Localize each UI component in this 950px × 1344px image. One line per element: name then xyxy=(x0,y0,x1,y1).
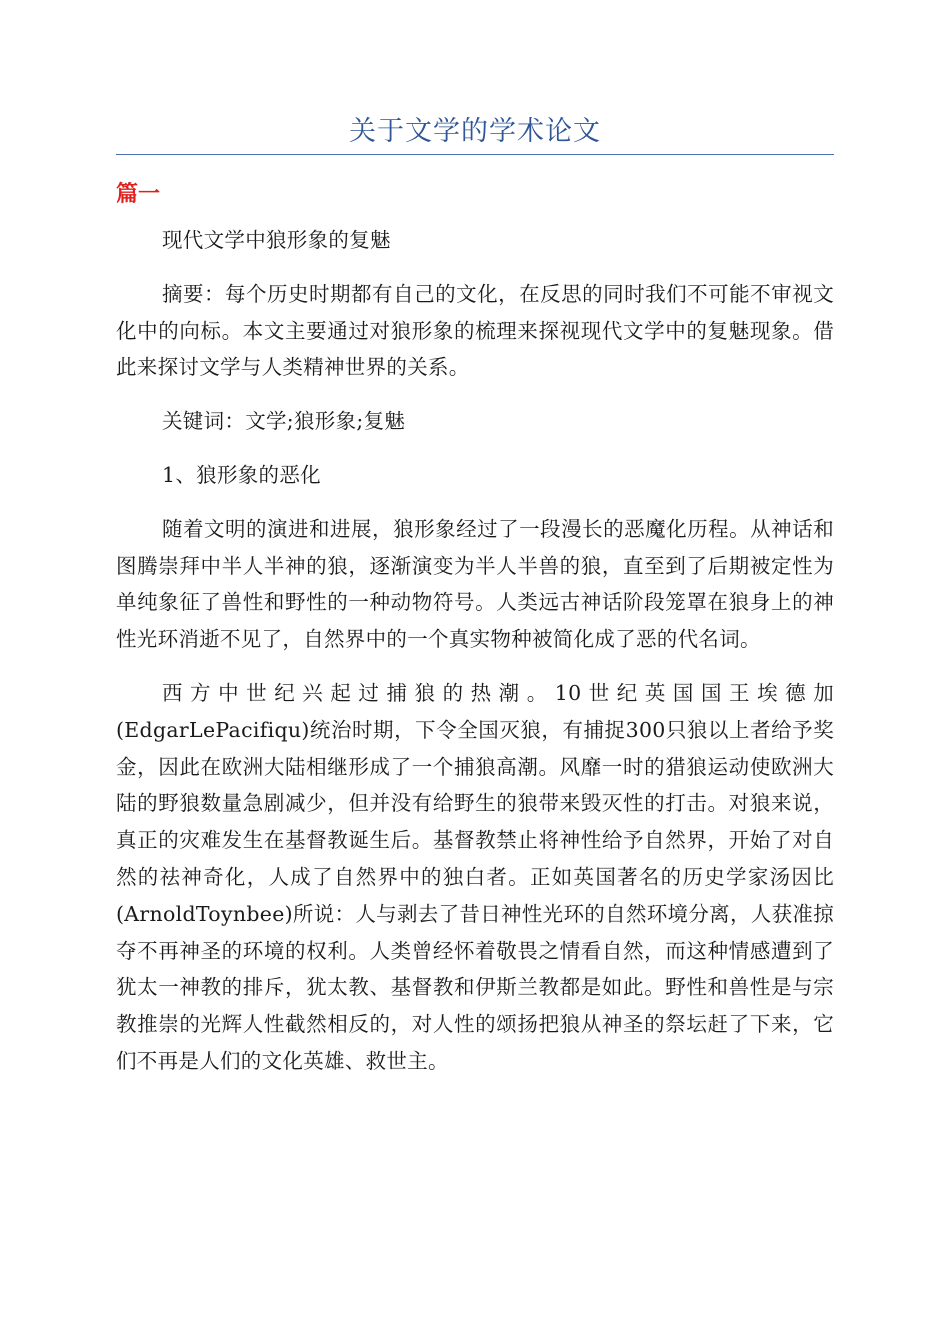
body-paragraph: 西方中世纪兴起过捕狼的热潮。10世纪英国国王埃德加(EdgarLePacifiqu)统治时期，下令全国灭狼，有捕捉300只狼以上者给予奖金，因此在欧洲大陆相继形成了一个捕狼高潮。风靡一时的猎狼运动使欧洲大陆的野狼数量急剧减少，但并没有给野生的狼带来毁灭性的打击。对狼来说，真正的灾难发生在基督教诞生后。基督教禁止将神性给予自然界，开始了对自然的祛神奇化，人成了自然界中的独白者。正如英国著名的历史学家汤因比(ArnoldToynbee)所说：人与剥去了昔日神性光环的自然环境分离，人获准掠夺不再神圣的环境的权利。人类曾经怀着敬畏之情看自然，而这种情感遭到了犹太一神教的排斥，犹太教、基督教和伊斯兰教都是如此。野性和兽性是与宗教推崇的光辉人性截然相反的，对人性的颂扬把狼从神圣的祭坛赶了下来，它们不再是人们的文化英雄、救世主。 xyxy=(116,680,834,1073)
keywords-line: 关键词：文学;狼形象;复魅 xyxy=(162,409,406,434)
section-1-heading: 1、狼形象的恶化 xyxy=(162,462,321,487)
section-heading: 篇一 xyxy=(116,182,161,207)
article-subtitle: 现代文学中狼形象的复魅 xyxy=(162,228,391,252)
abstract-paragraph: 摘要：每个历史时期都有自己的文化，在反思的同时我们不可能不审视文化中的向标。本文主要通过对狼形象的梳理来探视现代文学中的复魅现象。借此来探讨文学与人类精神世界的关系。 xyxy=(116,281,834,380)
title-underline-rule xyxy=(116,154,834,155)
document-title: 关于文学的学术论文 xyxy=(349,116,601,147)
body-paragraph: 随着文明的演进和进展，狼形象经过了一段漫长的恶魔化历程。从神话和图腾崇拜中半人半神的狼，逐渐演变为半人半兽的狼，直至到了后期被定性为单纯象征了兽性和野性的一种动物符号。人类远古神话阶段笼罩在狼身上的神性光环消逝不见了，自然界中的一个真实物种被简化成了恶的代名词。 xyxy=(116,516,834,652)
article-body xyxy=(116,222,834,1097)
